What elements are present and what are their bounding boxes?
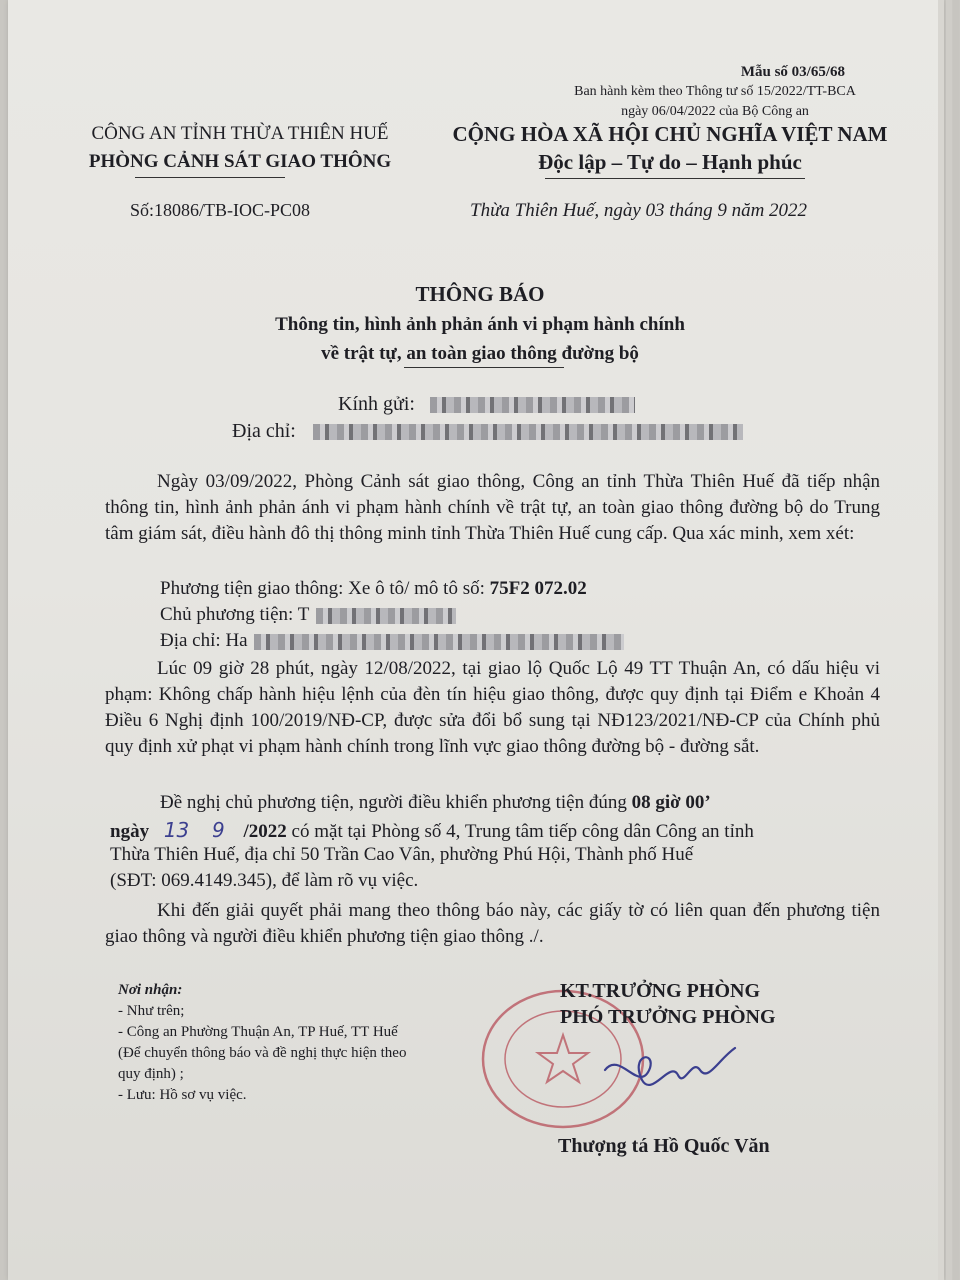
redacted-recipient (430, 397, 635, 413)
form-issued-with: Ban hành kèm theo Thông tư số 15/2022/TT-BCA (574, 84, 856, 99)
paper-edge (946, 0, 952, 1280)
subtitle-underline (404, 367, 564, 368)
agency-header (50, 120, 430, 176)
owner-visible: T (297, 604, 309, 625)
address-label: Địa chỉ: (232, 420, 296, 442)
national-header (420, 120, 920, 176)
owner-line (160, 604, 456, 626)
vehicle-line (160, 578, 587, 600)
subtitle-line-1: Thông tin, hình ảnh phản ánh vi phạm hành chính (275, 314, 685, 335)
redacted-owner (316, 608, 456, 624)
handwritten-signature (600, 1040, 740, 1100)
subtitle-line-2: về trật tự, an toàn giao thông đường bộ (321, 343, 639, 364)
paper-edge (953, 0, 959, 1280)
owner-address-label: Địa chỉ: (160, 630, 221, 651)
appointment-year: /2022 (243, 821, 287, 842)
owner-label: Chủ phương tiện: (160, 604, 294, 625)
place-date: Thừa Thiên Huế, ngày 03 tháng 9 năm 2022 (470, 200, 808, 221)
document-number: Số:18086/TB-IOC-PC08 (130, 200, 311, 220)
document-title: THÔNG BÁO (415, 282, 545, 306)
recipients-title: Nơi nhận: (118, 982, 183, 998)
recipients-item: - Công an Phường Thuận An, TP Huế, TT Huế (118, 1024, 398, 1040)
signer-name: Thượng tá Hồ Quốc Văn (558, 1135, 770, 1157)
appointment-line (160, 792, 711, 814)
appointment-day-label: ngày (110, 821, 150, 842)
nation-motto: Độc lập – Tự do – Hạnh phúc (538, 150, 802, 174)
agency-underline (135, 177, 285, 178)
signature-line-2: PHÓ TRƯỞNG PHÒNG (560, 1006, 776, 1028)
document-subtitle (0, 310, 960, 368)
appointment-address: Thừa Thiên Huế, địa chỉ 50 Trần Cao Vân, phường Phú Hội, Thành phố Huế (110, 844, 694, 865)
appointment-time: 08 giờ 00’ (631, 792, 711, 813)
recipients-item: quy định) ; (118, 1066, 184, 1082)
vehicle-label: Phương tiện giao thông: Xe ô tô/ mô tô số: (160, 578, 485, 599)
agency-unit: PHÒNG CẢNH SÁT GIAO THÔNG (88, 151, 392, 172)
form-code: Mẫu số 03/65/68 (740, 64, 845, 80)
handwritten-month: 9 (212, 818, 225, 842)
appointment-text: Đề nghị chủ phương tiện, người điều khiển phương tiện đúng (160, 792, 627, 813)
recipients-item: - Như trên; (118, 1003, 185, 1019)
redacted-address (313, 424, 743, 440)
handwritten-day: 13 (163, 818, 190, 842)
owner-address-line (160, 630, 624, 652)
redacted-owner-address (254, 634, 624, 650)
recipient-line (338, 393, 635, 416)
signature-line-1: KT.TRƯỞNG PHÒNG (560, 980, 760, 1002)
recipients-block (118, 980, 406, 1106)
paper-edge (938, 0, 944, 1280)
agency-parent: CÔNG AN TỈNH THỪA THIÊN HUẾ (91, 123, 389, 144)
recipients-item: (Để chuyển thông báo và đề nghị thực hiện theo (118, 1045, 407, 1061)
nation-name: CỘNG HÒA XÃ HỘI CHỦ NGHĨA VIỆT NAM (452, 122, 888, 146)
owner-address-visible: Ha (225, 630, 248, 651)
appointment-phone: (SĐT: 069.4149.345), để làm rõ vụ việc. (110, 870, 419, 891)
motto-underline (545, 178, 805, 179)
form-issued-date: ngày 06/04/2022 của Bộ Công an (621, 104, 809, 119)
paragraph-intro: Ngày 03/09/2022, Phòng Cảnh sát giao thông, Công an tỉnh Thừa Thiên Huế đã tiếp nhận thông tin, hình ảnh phản ánh vi phạm hành chính về trật tự, an toàn giao thông đường bộ do Trung tâm giám sát, điều hành đô thị thông minh tỉnh Thừa Thiên Huế cung cấp. Qua xác minh, xem xét: (105, 471, 880, 544)
form-reference (545, 62, 885, 122)
appointment-place: có mặt tại Phòng số 4, Trung tâm tiếp công dân Công an tỉnh (291, 821, 754, 842)
paragraph-violation: Lúc 09 giờ 28 phút, ngày 12/08/2022, tại giao lộ Quốc Lộ 49 TT Thuận An, có dấu hiệu vi phạm: Không chấp hành hiệu lệnh của đèn tín hiệu giao thông, được quy định tại Điểm e Khoản 4 Điều 6 Nghị định 100/2019/NĐ-CP, được sửa đổi bổ sung tại NĐ123/2021/NĐ-CP của Chính phủ quy định xử phạt vi phạm hành chính trong lĩnh vực giao thông đường bộ - đường sắt. (105, 658, 880, 757)
recipients-item: - Lưu: Hồ sơ vụ việc. (118, 1087, 247, 1103)
signature-block (560, 978, 820, 1030)
recipient-address-line (232, 420, 743, 443)
appointment-date-line (110, 818, 754, 843)
recipient-label: Kính gửi: (338, 393, 415, 415)
license-plate: 75F2 072.02 (489, 578, 587, 599)
paragraph-requirements: Khi đến giải quyết phải mang theo thông báo này, các giấy tờ có liên quan đến phương tiện giao thông và người điều khiển phương tiện giao thông ./. (105, 900, 880, 947)
